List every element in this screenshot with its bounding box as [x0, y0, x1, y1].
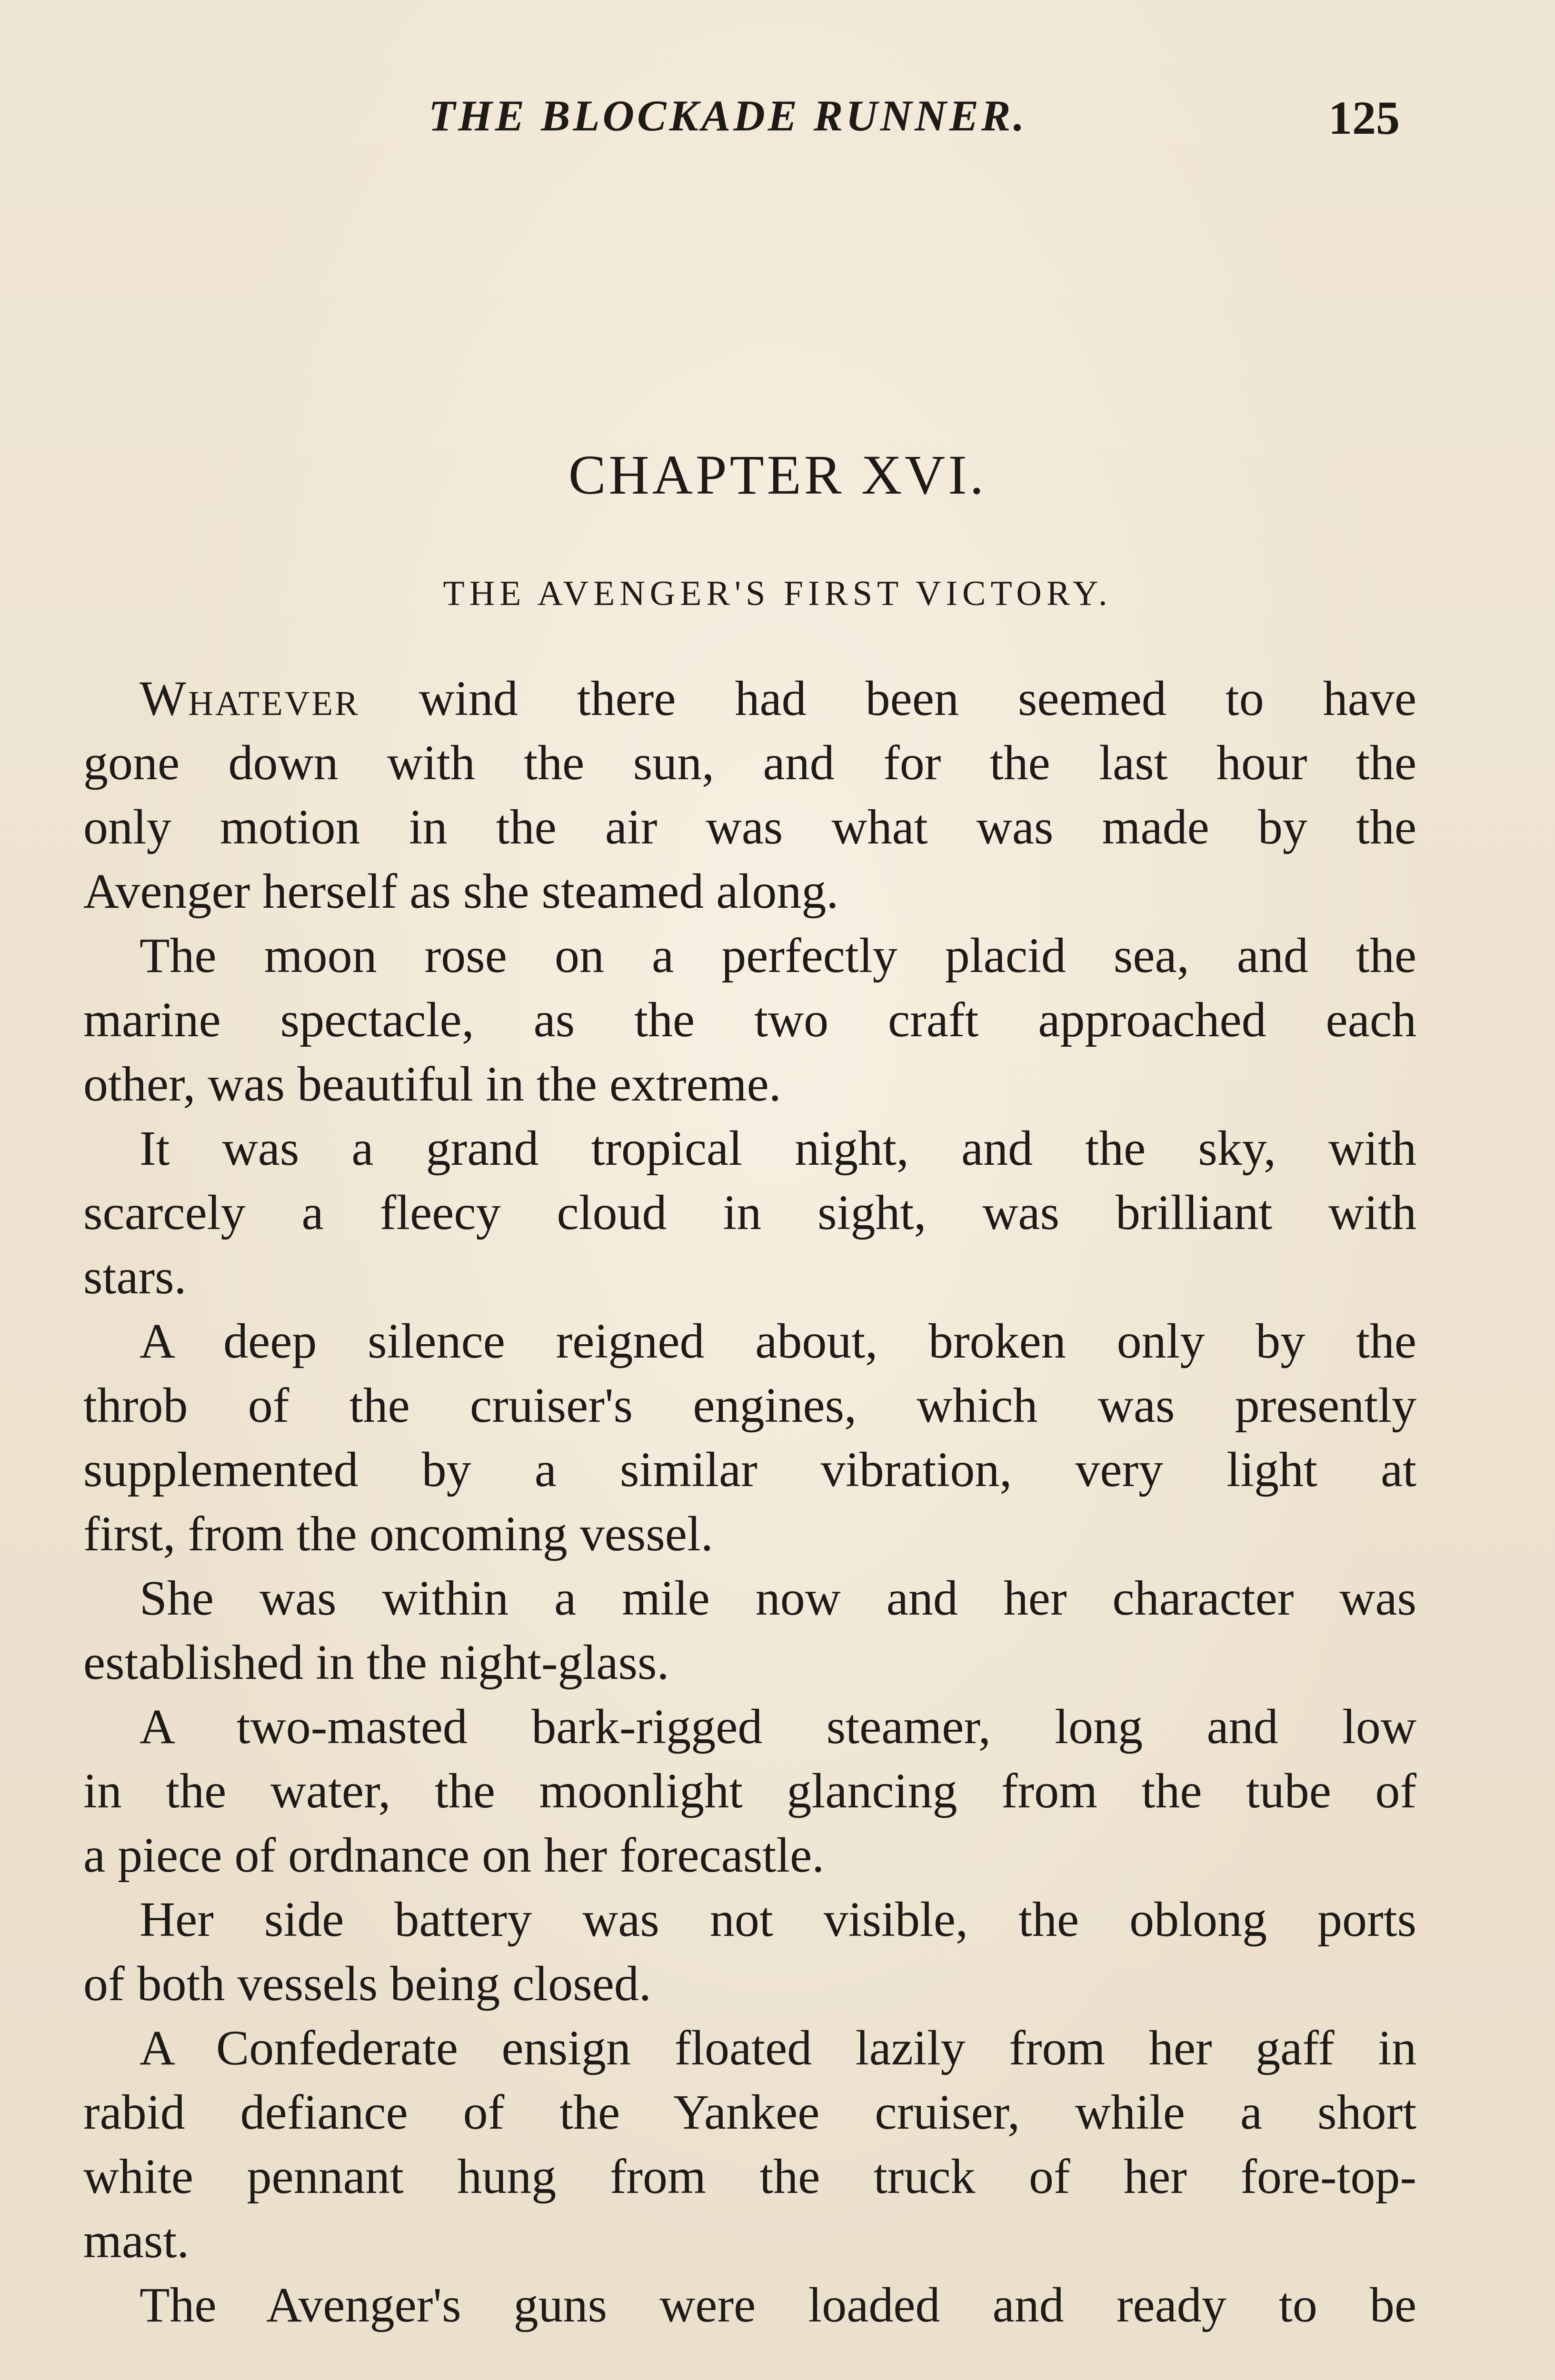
first-word: Whatever [140, 671, 360, 726]
text-line: The Avenger's guns were loaded and ready to be [140, 2278, 1416, 2332]
text-line: A Confederate ensign floated lazily from her gaff in [140, 2021, 1416, 2075]
line-text: wind there had been seemed to have [359, 671, 1416, 726]
text-line: rabid defiance of the Yankee cruiser, while a short [83, 2085, 1416, 2140]
chapter-title: CHAPTER XVI. [568, 444, 987, 506]
text-line: Her side battery was not visible, the oblong ports [140, 1892, 1416, 1947]
text-line: throb of the cruiser's engines, which was presently [83, 1378, 1416, 1433]
text-line: scarcely a fleecy cloud in sight, was brilliant with [83, 1185, 1416, 1240]
text-line: in the water, the moonlight glancing from the tube of [83, 1764, 1416, 1818]
text-line: supplemented by a similar vibration, very light at [83, 1442, 1416, 1497]
page-number: 125 [1328, 91, 1400, 144]
text-line: She was within a mile now and her character was [140, 1571, 1416, 1626]
body-text [83, 666, 1416, 2337]
running-head [0, 90, 1555, 152]
text-line: The moon rose on a perfectly placid sea, and the [140, 928, 1416, 983]
text-line: marine spectacle, as the two craft approached each [83, 992, 1416, 1047]
text-line: It was a grand tropical night, and the sky, with [140, 1121, 1416, 1176]
text-line [83, 666, 1416, 731]
text-line: established in the night-glass. [83, 1635, 669, 1690]
text-line: of both vessels being closed. [83, 1956, 651, 2011]
text-line: stars. [83, 1250, 187, 1304]
running-title: THE BLOCKADE RUNNER. [429, 91, 1027, 140]
text-line: A two-masted bark-rigged steamer, long and low [140, 1699, 1416, 1754]
text-line: A deep silence reigned about, broken only by the [140, 1314, 1416, 1368]
text-line: Avenger herself as she steamed along. [83, 864, 839, 919]
text-line: other, was beautiful in the extreme. [83, 1057, 781, 1111]
text-line: mast. [83, 2213, 189, 2268]
text-line: first, from the oncoming vessel. [83, 1507, 713, 1561]
text-line: gone down with the sun, and for the last hour the [83, 735, 1416, 790]
text-line: only motion in the air was what was made by the [83, 800, 1416, 854]
chapter-subtitle: THE AVENGER'S FIRST VICTORY. [443, 574, 1112, 613]
text-line: a piece of ordnance on her forecastle. [83, 1828, 825, 1883]
text-line: white pennant hung from the truck of her fore-top- [83, 2149, 1416, 2204]
